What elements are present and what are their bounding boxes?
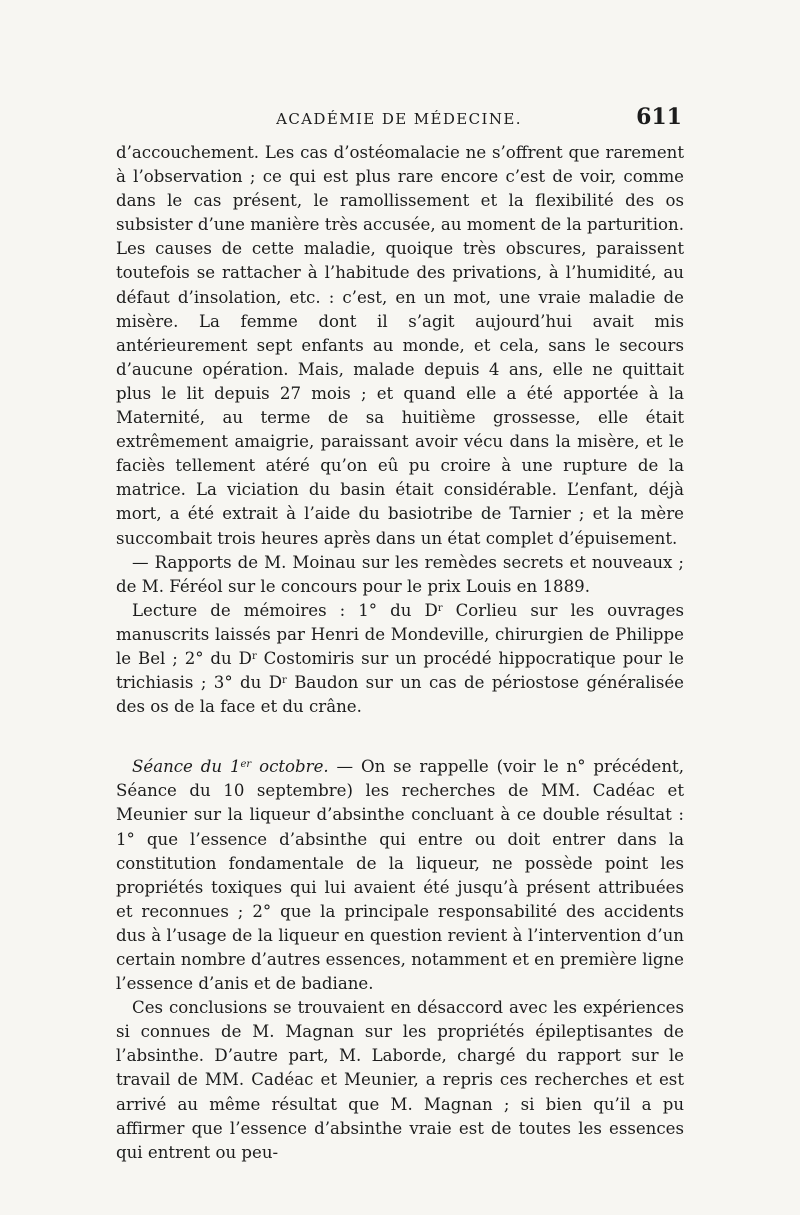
p4-text: — On se rappelle (voir le n° précédent, Séance du 10 septembre) les recherches de MM. Cadéac et Meunier sur la liqueur d’absinthe concluant à ce double résultat : 1° que l’essence d’absinthe qui entre ou doit entrer dans la constitution fondamentale de la liqueur, ne possède point les propriétés toxiques qui lui avaient été jusqu’à présent attribuées et reconnues ; 2° que la principale responsabilité des accidents dus à l’usage de la liqueur en question revient à l’intervention d’un certain nombre d’autres essences, notamment et en première ligne l’essence d’anis et de badiane. [116,757,684,994]
p3-sup-1: r [437,602,443,614]
paragraph-2: — Rapports de M. Moinau sur les remèdes secrets et nouveaux ; de M. Féréol sur le concours pour le prix Louis en 1889. [116,552,684,596]
paragraph-5: Ces conclusions se trouvaient en désaccord avec les expériences si connues de M. Magnan sur les propriétés épileptisantes de l’absinthe. D’autre part, M. Laborde, chargé du rapport sur le travail de MM. Cadéac et Meunier, a repris ces recherches et est arrivé au même résultat que M. Magnan ; si bien qu’il a pu affirmer que l’essence d’absinthe vraie est de toutes les essences qui entrent ou peu- [116,998,684,1162]
section-gap [116,719,684,755]
seance-tail: octobre. [251,757,329,777]
p3-lead: Lecture de mémoires : 1° du D [132,600,438,620]
running-title: ACADÉMIE DE MÉDECINE. [276,110,522,128]
p3-text-3: Baudon sur un cas de périostose généralisée des os de la face et du crâne. [116,673,684,717]
page-body [116,141,684,1165]
seance-lead: Séance du 1 [132,757,241,777]
paragraph-3 [116,599,684,719]
page-header [116,106,682,136]
p3-text-2: Costomiris sur un procédé hippocratique pour le trichiasis ; 3° du D [116,648,684,693]
seance-sup: er [240,759,252,771]
p3-sup-3: r [282,675,287,687]
paragraph-1: d’accouchement. Les cas d’ostéomalacie ne s’offrent que rarement à l’observation ; ce qui est plus rare encore c’est de voir, comme dans le cas présent, le ramollissement et la flexibilité des os subsister d’une manière très accusée, au moment de la parturition. Les causes de cette maladie, quoique très obscures, paraissent toutefois se rattacher à l’habitude des privations, à l’humidité, au défaut d’insolation, etc. : c’est, en un mot, une vraie maladie de misère. La femme dont il s’agit aujourd’hui avait mis antérieurement sept enfants au monde, et cela, sans le secours d’aucune opération. Mais, malade depuis 4 ans, elle ne quittait plus le lit depuis 27 mois ; et quand elle a été apportée à la Maternité, au terme de sa huitième grossesse, elle était extrêmement amaigrie, paraissant avoir vécu dans la misère, et le faciès tellement atéré qu’on eû pu croire à une rupture de la matrice. La viciation du basin était considérable. L’enfant, déjà mort, a été extrait à l’aide du basiotribe de Tarnier ; et la mère succombait trois heures après dans un état complet d’épuisement. [116,143,684,548]
p3-sup-2: r [251,650,257,662]
paragraph-4 [116,755,684,996]
p3-text-1: Corlieu sur les ouvrages manuscrits laissés par Henri de Mondeville, chirurgien de Philippe le Bel ; 2° du D [116,600,685,668]
seance-heading [132,757,329,776]
page-number: 611 [636,104,682,130]
